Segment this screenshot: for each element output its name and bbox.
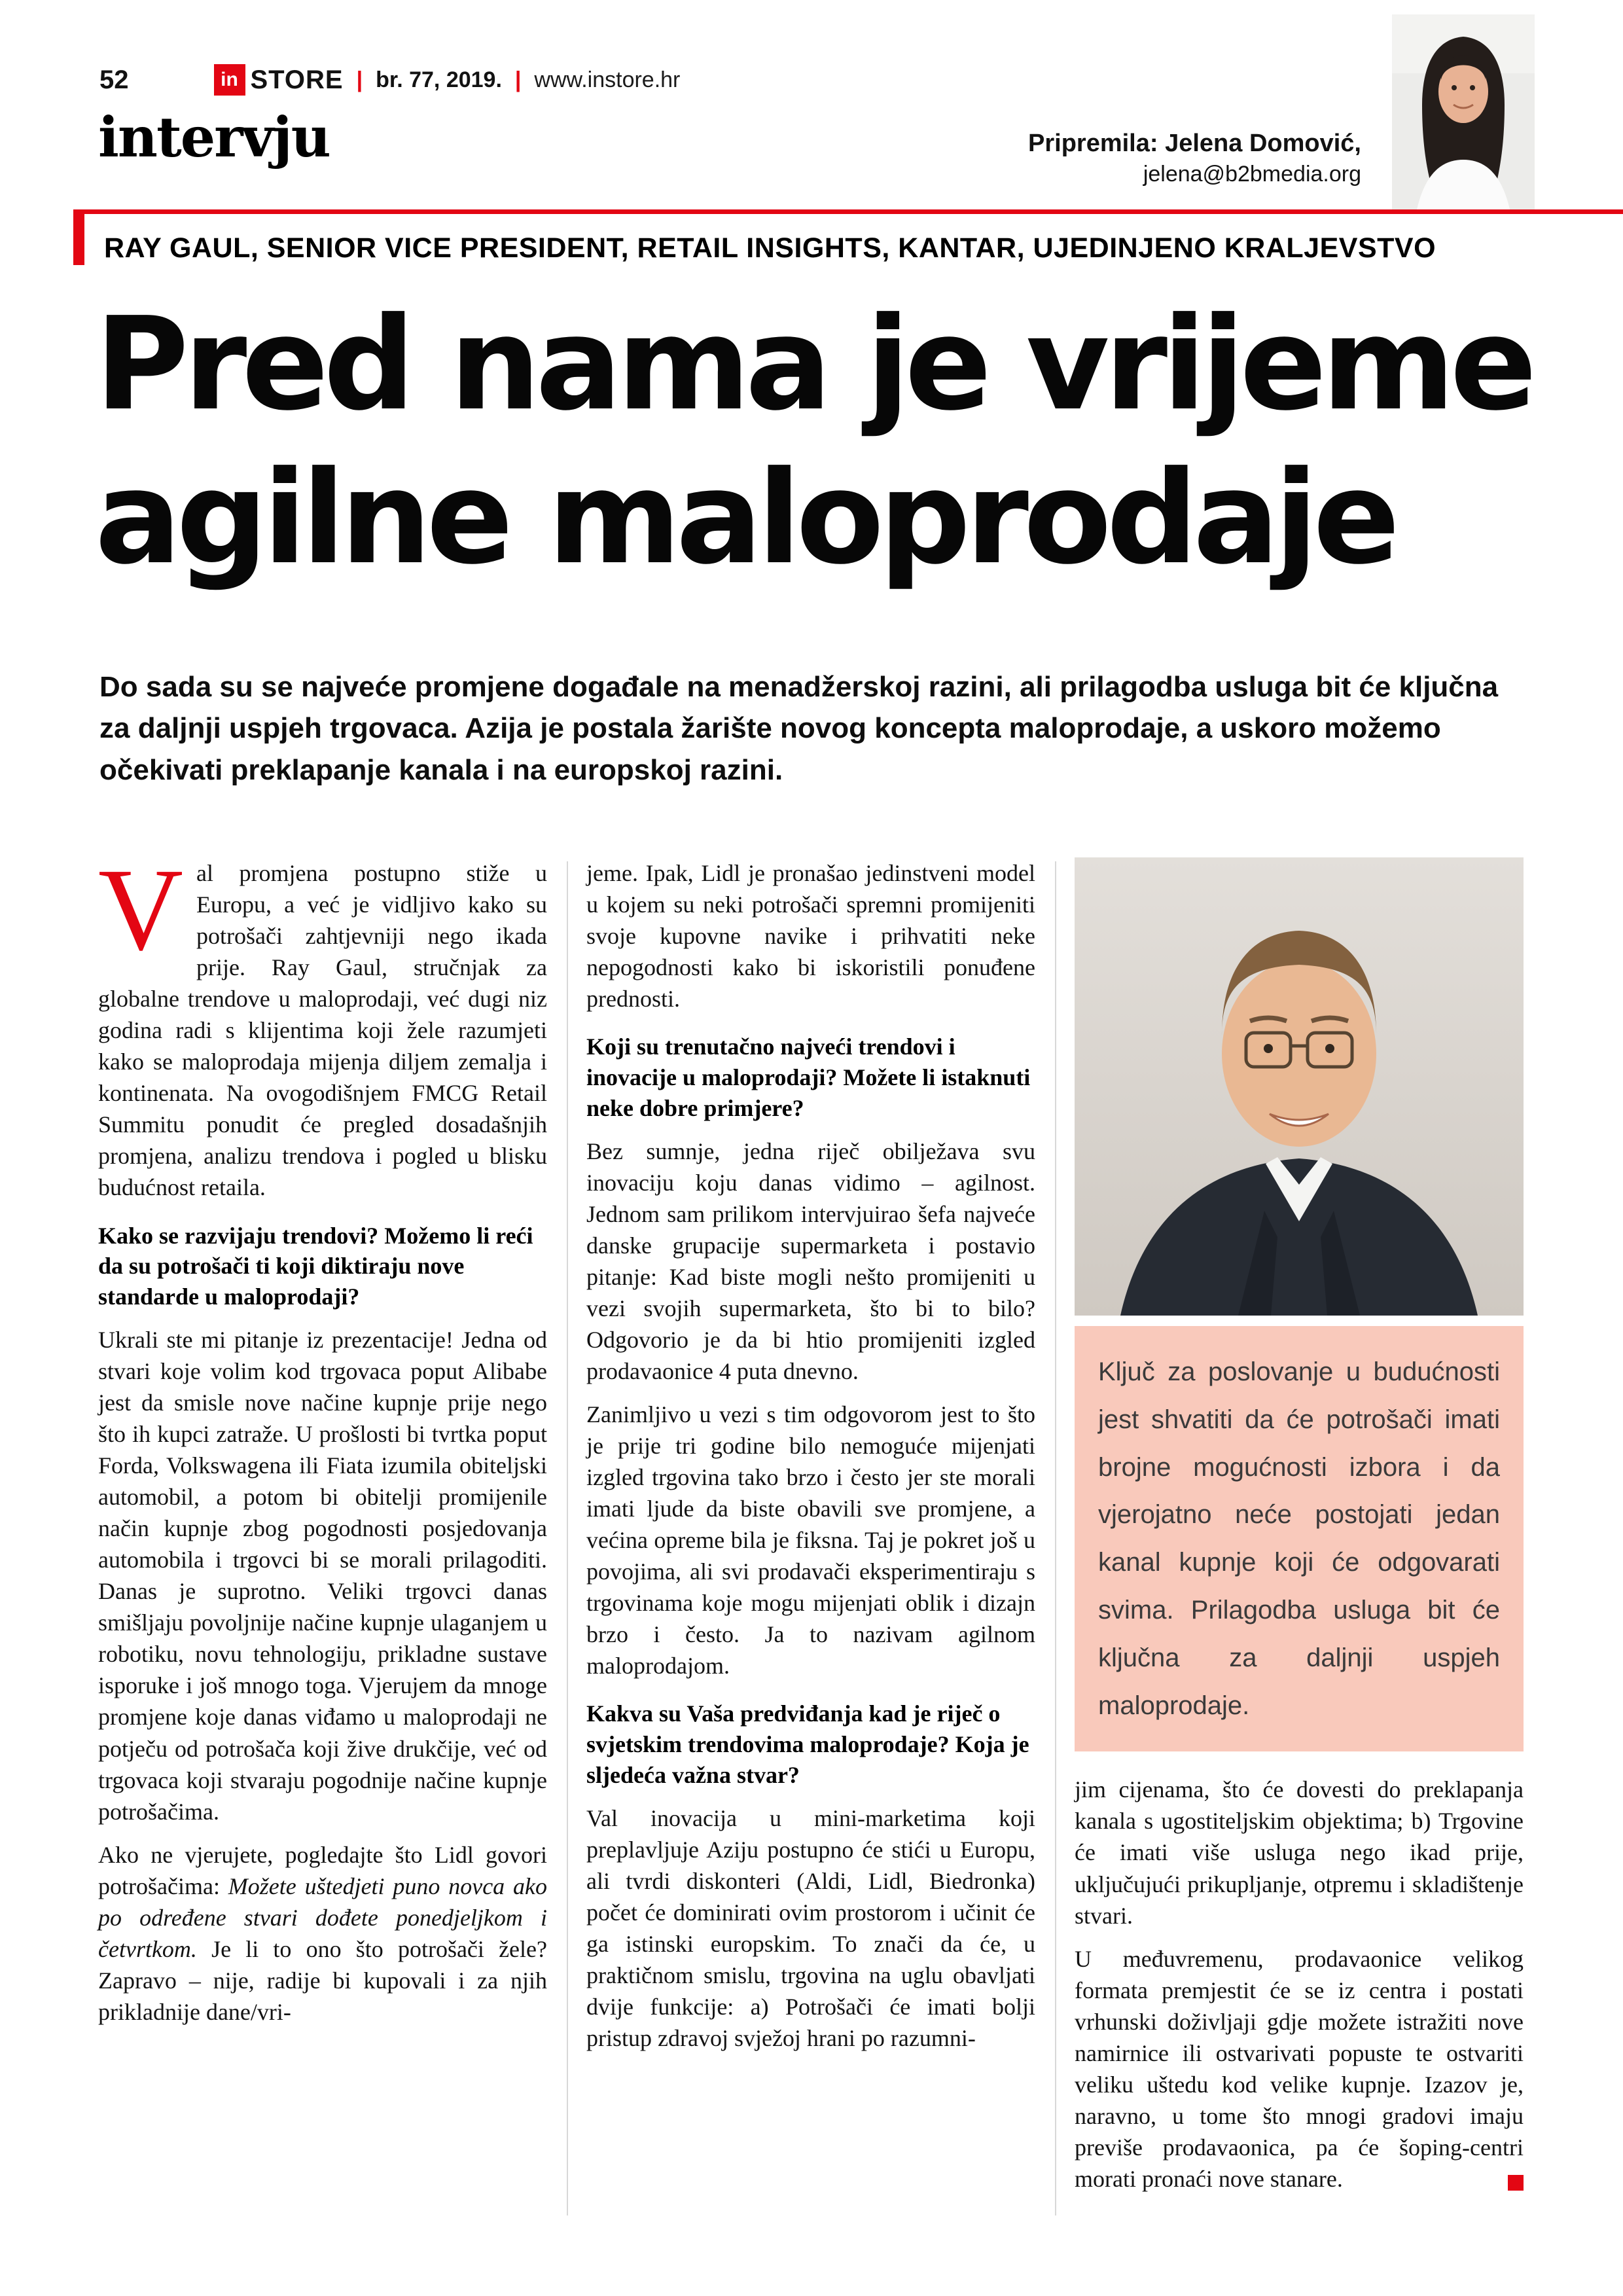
paragraph-text: Ako ne vjerujete, pogledajte što Lidl govori potrošačima: [98, 1841, 547, 1899]
end-of-article-mark [1508, 2175, 1524, 2191]
drop-cap: V [98, 844, 183, 975]
article-body [98, 844, 1525, 2215]
paragraph: jim cijenama, što će dovesti do preklapanja kanala s ugostiteljskim objektima; b) Trgovine će imati više usluga nego ikad prije, uključujući prikupljanje, otpremu i skladištenje stvari. [1075, 1776, 1524, 1929]
paragraph: Val inovacija u mini-marketima koji preplavljuje Aziju postupno će stići u Europu, ali tvrdi diskonteri (Aldi, Lidl, Biedronka) počet će dominirati ovim prostorom i učinit će ga istinski europskim. To znači da će, u praktičnom smislu, trgovina na uglu obavljati dvije funkcije: a) Potrošači će imati bolji pristup zdravoj svježoj hrani po razumni- [586, 1804, 1035, 2052]
quote-italic: Možete uštedjeti puno novca ako po određene stvari dođete ponedjeljkom i četvrtkom. [98, 1873, 547, 1962]
article-lead: Do sada su se najveće promjene događale na menadžerskoj razini, ali prilagodba usluga bit će ključna za daljnji uspjeh trgovaca. Azija je postala žarište novog koncepta maloprodaje, a uskoro možemo očekivati preklapanje kanala i na europskoj razini. [99, 671, 1499, 786]
headline-line-1: Pred nama je vrijeme [95, 290, 1532, 439]
kicker-row [73, 214, 1436, 265]
pull-quote: Ključ za poslovanje u budućnosti jest shvatiti da će potrošači imati brojne mogućnosti izbora i da vjerojatno neće postojati jedan kanal kupnje koji će odgovarati svima. Prilagodba usluga bit će ključna za daljnji uspjeh maloprodaje. [1075, 1326, 1524, 1751]
question-subhead: Koji su trenutačno najveći trendovi i inovacije u maloprodaji? Možete li istaknuti neke dobre primjere? [586, 1033, 1031, 1121]
issue-number: br. 77, 2019. [376, 67, 502, 92]
column-rule [567, 861, 568, 2215]
author-photo-image [1392, 14, 1535, 209]
interviewee-photo-image [1075, 857, 1524, 1316]
byline-author: Pripremila: Jelena Domović, [1028, 130, 1361, 157]
question-subhead: Kako se razvijaju trendovi? Možemo li reći da su potrošači ti koji diktiraju nove standarde u maloprodaji? [98, 1222, 533, 1310]
article-headline [95, 288, 1541, 596]
logo-in-square: in [214, 64, 245, 96]
column-3 [1075, 857, 1524, 2215]
paragraph [1075, 1943, 1524, 2195]
column-1 [98, 844, 547, 2215]
page-number: 52 [99, 65, 129, 94]
masthead [99, 64, 680, 96]
author-photo [1392, 14, 1535, 209]
section-title: intervju [98, 105, 330, 170]
paragraph [98, 1839, 547, 2028]
paragraph [98, 844, 547, 1204]
header-divider [73, 209, 1623, 214]
paragraph: jeme. Ipak, Lidl je pronašao jedinstveni model u kojem su neki potrošači spremni promijeniti svoje kupovne navike i prihvatiti neke nepogodnosti kako bi iskoristili ponuđene prednosti. [586, 860, 1035, 1013]
column-2 [586, 857, 1035, 2215]
paragraph-text: U međuvremenu, prodavaonice velikog formata premjestit će se iz centra i postati vrhunski doživljaji gdje možete istražiti nove namirnice ili ostvarivati popuste te ostvariti veliku uštedu kod velike kupnje. Izazov je, naravno, u tome što mnogi gradovi imaju previše prodavaonica, pa će šoping-centri morati pronaći nove stanare. [1075, 1945, 1524, 2192]
paragraph-text: al promjena postupno stiže u Europu, a već je vidljivo kako su potrošači zahtjevniji nego ikada prije. Ray Gaul, stručnjak za globalne trendove u maloprodaji, već dugi niz godina radi s klijentima koji žele razumjeti kako se maloprodaja mijenja diljem zemalja i kontinenata. Na ovogodišnjem FMCG Retail Summitu ponudit će pregled dosadašnjih promjena, analizu trendova i pogled u blisku budućnost retaila. [98, 860, 547, 1201]
headline-line-2: agilne maloprodaje [95, 444, 1395, 594]
paragraph: Bez sumnje, jedna riječ obilježava svu inovaciju koju danas vidimo – agilnost. Jednom sam prilikom intervjuirao šefa najveće danske grupacije supermarketa i postavio pitanje: Kad biste mogli nešto promijeniti u vezi svojih supermarketa, što bi to bilo? Odgovorio je da bi htio promijeniti izgled prodavaonice 4 puta dnevno. [586, 1138, 1035, 1384]
kicker-text: RAY GAUL, SENIOR VICE PRESIDENT, RETAIL INSIGHTS, KANTAR, UJEDINJENO KRALJEVSTVO [104, 232, 1436, 264]
separator-bar: | [514, 67, 522, 92]
byline [1028, 130, 1361, 187]
logo-store-text: STORE [250, 65, 344, 94]
paragraph: Zanimljivo u vezi s tim odgovorom jest to što je prije tri godine bilo nemoguće mijenjati izgled trgovina tako brzo i često jer ste morali imati ljude da biste obavili sve promjene, a većina opreme bila je fiksna. Taj je pokret još u povojima, ali svi prodavači eksperimentiraju s trgovinama koje mogu mijenjati oblik i dizajn brzo i često. Ja to nazivam agilnom maloprodajom. [586, 1401, 1035, 1679]
question-subhead: Kakva su Vaša predviđanja kad je riječ o svjetskim trendovima maloprodaje? Koja je sljedeća važna stvar? [586, 1700, 1029, 1789]
byline-email: jelena@b2bmedia.org [1143, 162, 1361, 187]
paragraph: Ukrali ste mi pitanje iz prezentacije! Jedna od stvari koje volim kod trgovaca poput Alibabe jest da smisle nove načine kupnje prije nego što ih kupci zatraže. U prošlosti bi tvrtka poput Forda, Volkswagena ili Fiata izumila obiteljski automobil, a potom bi obitelji promijenile način kupnje zbog pogodnosti posjedovanja automobila i trgovci bi se morali prilagoditi. Danas je suprotno. Veliki trgovci danas smišljaju povoljnije načine kupnje ulaganjem u robotiku, novu tehnologiju, prikladne sustave isporuke i još mnogo toga. Vjerujem da mnoge promjene koje danas viđamo u maloprodaji ne potječu od potrošača koji žive drukčije, već od trgovaca koji stvaraju pogodnije načine kupnje potrošačima. [98, 1326, 547, 1825]
instore-logo [214, 64, 344, 96]
kicker-accent-bar [73, 214, 84, 265]
separator-bar: | [356, 67, 363, 92]
website-url: www.instore.hr [534, 67, 681, 92]
column-rule [1055, 861, 1056, 2215]
paragraph-text: Je li to ono što potrošači žele? Zapravo – nije, radije bi kupovali i za njih prikladnije dane/vri- [98, 1935, 547, 2025]
interviewee-photo [1075, 857, 1524, 1316]
